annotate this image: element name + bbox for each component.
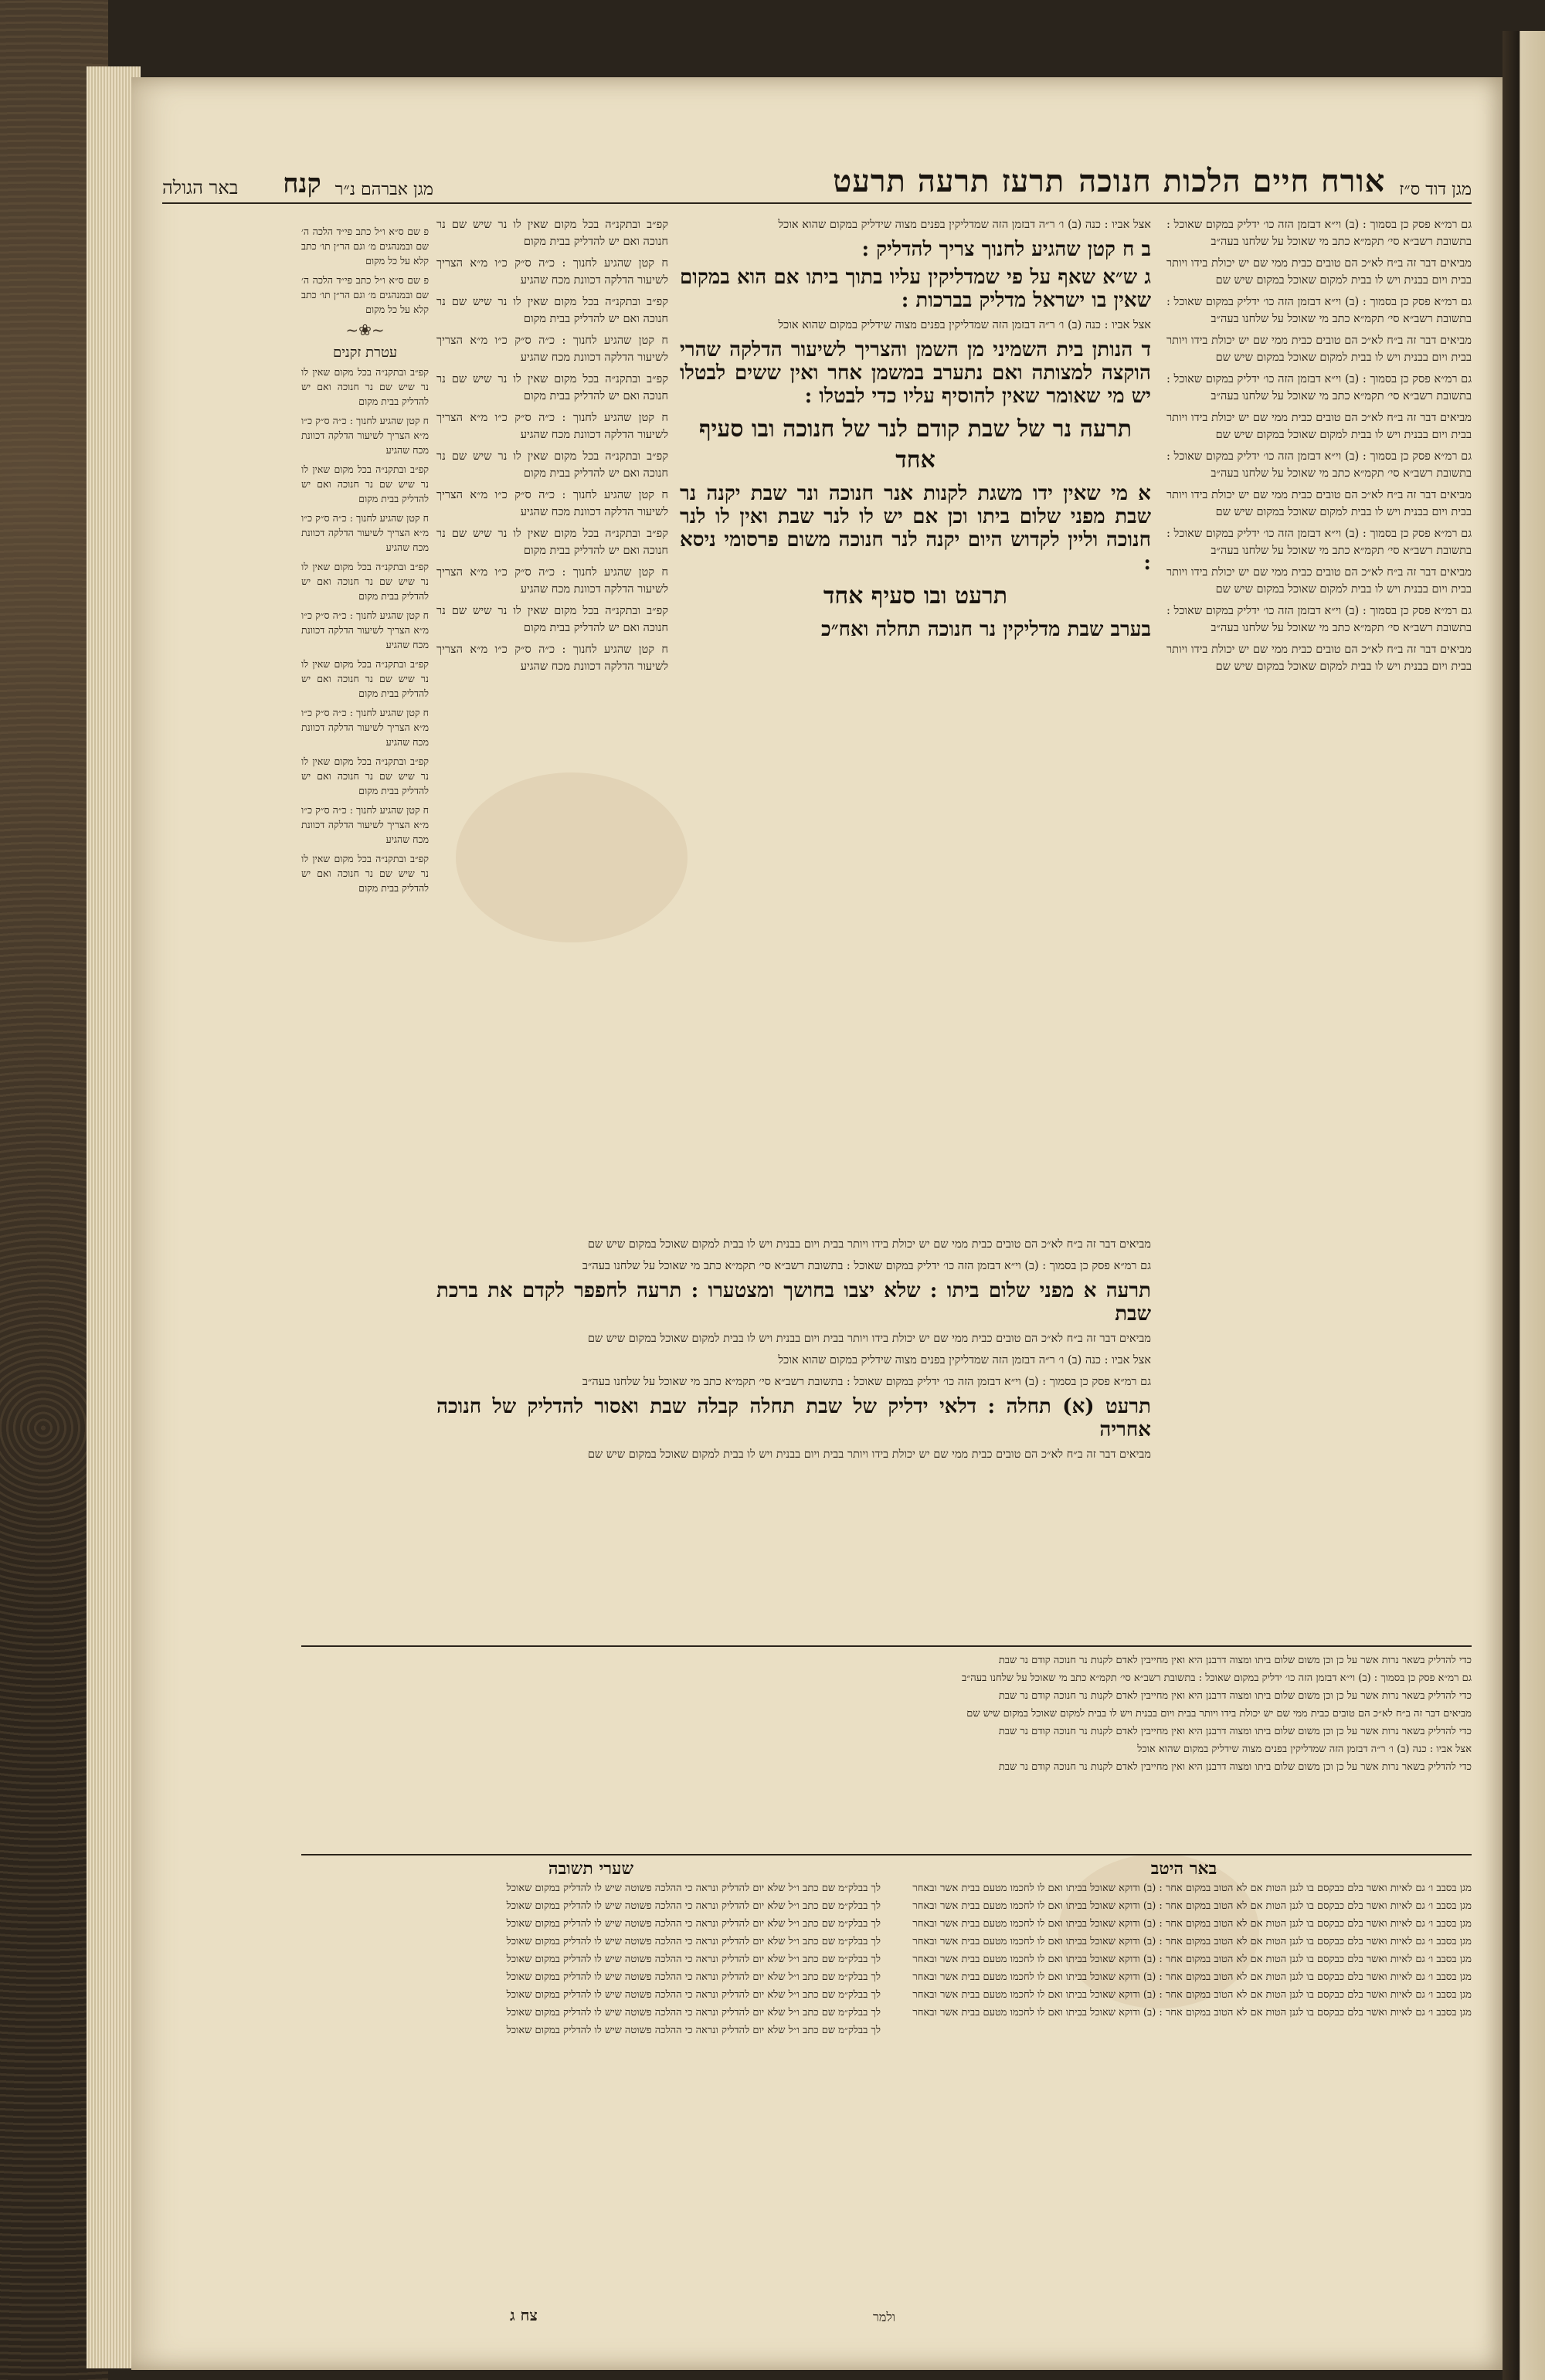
beer-hetev-text: מגן בסבב ו׳ גם לאיות ואשר בלם כבקסם בו לגנן הטות אם לא הטוב במקום אחר : (ב) ודוקא שאוכל בביתו ואם לו לחכמו מטעם בבית אשר ובאחר: [912, 1989, 1472, 2001]
commentary-paragraph: אצל אביו : כנה (ב) ו׳ ר״ה דבזמן הזה שמדליקין בפנים מצוה שידליק במקום שהוא אוכל: [778, 1354, 1151, 1367]
main-continuation: [436, 1236, 1151, 1638]
beer-hagolah-text: פ שם ס״א ו״ל כתב פי״ד הלכה ה׳ שם ובמנהגים מ׳ וגם הר״ן תו׳ כתב קלא על כל מקום: [301, 274, 429, 315]
main-lead-paragraph: א מי שאין ידו משגת לקנות אנר חנוכה ונר שבת יקנה נר שבת מפני שלום ביתו וכן אם יש לו לנר שבת ואין לו לנר חנוכה וליין לקדוש היום יקנה לנר חנוכה משום פרסומי ניסא :: [680, 482, 1151, 575]
running-head-right: [833, 163, 1472, 199]
ateret-zkenim-text: ח קטן שהגיע לחנוך : כ״ה ס״ק כ״ו מ״א הצריך לשיעור הדלקה דכוונת מכח שהגיע: [301, 415, 429, 456]
magen-avraham-column: [436, 216, 668, 1221]
running-head-left: [162, 168, 433, 199]
commentary-paragraph: מביאים דבר זה ב״ח לא״כ הם טובים כבית ממי שם יש יכולת בידו ויותר בבית ויום בבנית ויש לו בבית למקום שאוכל במקום שיש שם: [1166, 412, 1472, 441]
commentary-paragraph: קפ״ב ובתקנ״ה בכל מקום שאין לו נר שיש שם נר חנוכה ואם יש להדליק בבית מקום: [436, 528, 668, 557]
gloss-text: כדי להדליק בשאר נרות אשר על כן וכן משום שלום ביתו ומצוה דרבנן היא ואין מחייבין לאדם לקנות נר חנוכה קודם נר שבת: [998, 1690, 1472, 1702]
commentary-paragraph: ח קטן שהגיע לחנוך : כ״ה ס״ק כ״ו מ״א הצריך לשיעור הדלקה דכוונת מכח שהגיע: [436, 489, 668, 518]
commentary-paragraph: קפ״ב ובתקנ״ה בכל מקום שאין לו נר שיש שם נר חנוכה ואם יש להדליק בבית מקום: [436, 219, 668, 248]
main-paragraph: אצל אביו : כנה (ב) ו׳ ר״ה דבזמן הזה שמדליקין בפנים מצוה שידליק במקום שהוא אוכל: [778, 319, 1151, 331]
running-header: [162, 145, 1472, 199]
shaarei-teshuva-text: לך בבלק״מ שם כתב ו״ל שלא יום להדליק ונראה כי ההלכה פשוטה שיש לו להדליק במקום שאוכל: [506, 2007, 881, 2018]
beer-hagolah-label: באר הגולה: [162, 177, 239, 199]
beer-hetev-text: מגן בסבב ו׳ גם לאיות ואשר בלם כבקסם בו לגנן הטות אם לא הטוב במקום אחר : (ב) ודוקא שאוכל בביתו ואם לו לחכמו מטעם בבית אשר ובאחר: [912, 1918, 1472, 1930]
commentary-paragraph: מביאים דבר זה ב״ח לא״כ הם טובים כבית ממי שם יש יכולת בידו ויותר בבית ויום בבנית ויש לו בבית למקום שאוכל במקום שיש שם: [1166, 643, 1472, 673]
header-rule: [162, 202, 1472, 204]
main-lead-paragraph: ד הנותן בית השמיני מן השמן והצריך לשיעור הדלקה שהרי הוקצה למצותה ואם נתערב במשמן אחר ואין ששים לבטלו יש מי שאומר שאין להוסיף עליו כדי לבטלו :: [680, 338, 1151, 408]
beer-hetev-column: [896, 1862, 1472, 2294]
commentary-paragraph: מביאים דבר זה ב״ח לא״כ הם טובים כבית ממי שם יש יכולת בידו ויותר בבית ויום בבנית ויש לו בבית למקום שאוכל במקום שיש שם: [1166, 566, 1472, 596]
main-lead-paragraph: תרעה א מפני שלום ביתו : שלא יצבו בחושך ומצטערו : תרעה לחפפר לקדם את ברכת שבת: [436, 1279, 1151, 1326]
commentary-paragraph: קפ״ב ובתקנ״ה בכל מקום שאין לו נר שיש שם נר חנוכה ואם יש להדליק בבית מקום: [436, 605, 668, 634]
beer-hetev-text: מגן בסבב ו׳ גם לאיות ואשר בלם כבקסם בו לגנן הטות אם לא הטוב במקום אחר : (ב) ודוקא שאוכל בביתו ואם לו לחכמו מטעם בבית אשר ובאחר: [912, 1954, 1472, 1965]
commentary-paragraph: ח קטן שהגיע לחנוך : כ״ה ס״ק כ״ו מ״א הצריך לשיעור הדלקה דכוונת מכח שהגיע: [436, 643, 668, 673]
commentary-paragraph: מביאים דבר זה ב״ח לא״כ הם טובים כבית ממי שם יש יכולת בידו ויותר בבית ויום בבנית ויש לו בבית למקום שאוכל במקום שיש שם: [1166, 257, 1472, 287]
main-lead-paragraph: ג ש״א שאף על פי שמדליקין עליו בתוך ביתו אם הוא במקום שאין בו ישראל מדליק בברכות :: [680, 266, 1151, 312]
page-title: אורח חיים הלכות חנוכה: [1078, 163, 1386, 199]
ateret-zkenim-text: ח קטן שהגיע לחנוך : כ״ה ס״ק כ״ו מ״א הצריך לשיעור הדלקה דכוונת מכח שהגיע: [301, 804, 429, 845]
commentary-paragraph: מביאים דבר זה ב״ח לא״כ הם טובים כבית ממי שם יש יכולת בידו ויותר בבית ויום בבנית ויש לו בבית למקום שאוכל במקום שיש שם: [1166, 489, 1472, 518]
footer-rule: [301, 1854, 1472, 1855]
shaarei-teshuva-text: לך בבלק״מ שם כתב ו״ל שלא יום להדליק ונראה כי ההלכה פשוטה שיש לו להדליק במקום שאוכל: [506, 1883, 881, 1894]
ateret-zkenim-text: ח קטן שהגיע לחנוך : כ״ה ס״ק כ״ו מ״א הצריך לשיעור הדלקה דכוונת מכח שהגיע: [301, 609, 429, 650]
commentary-paragraph: ח קטן שהגיע לחנוך : כ״ה ס״ק כ״ו מ״א הצריך לשיעור הדלקה דכוונת מכח שהגיע: [436, 566, 668, 596]
main-lead-paragraph: בערב שבת מדליקין נר חנוכה תחלה ואח״כ: [821, 618, 1151, 641]
commentary-paragraph: גם רמ״א פסק כן בסמוך : (ב) וי״א דבזמן הזה כו׳ ידליק במקום שאוכל : בתשובת רשב״א סי׳ תקמ״א כתב מי שאוכל על שלחנו בעה״ב: [1166, 296, 1472, 325]
ateret-zkenim-heading: עטרת זקנים: [332, 345, 398, 361]
shaarei-teshuva-text: לך בבלק״מ שם כתב ו״ל שלא יום להדליק ונראה כי ההלכה פשוטה שיש לו להדליק במקום שאוכל: [506, 1918, 881, 1930]
running-head-magen-david: מגן דוד ס״ז: [1399, 180, 1472, 199]
commentary-paragraph: מביאים דבר זה ב״ח לא״כ הם טובים כבית ממי שם יש יכולת בידו ויותר בבית ויום בבנית ויש לו בבית למקום שאוכל במקום שיש שם: [1166, 334, 1472, 364]
gloss-rule: [301, 1645, 1472, 1647]
section-673-heading: תרעה נר של שבת קודם לנר של חנוכה ובו סעיף אחד: [698, 416, 1132, 474]
gloss-text: כדי להדליק בשאר נרות אשר על כן וכן משום שלום ביתו ומצוה דרבנן היא ואין מחייבין לאדם לקנות נר חנוכה קודם נר שבת: [998, 1655, 1472, 1666]
facing-page-edge: [1503, 31, 1545, 2380]
section-679-heading: תרעט ובו סעיף אחד: [823, 582, 1008, 609]
beer-hetev-text: מגן בסבב ו׳ גם לאיות ואשר בלם כבקסם בו לגנן הטות אם לא הטוב במקום אחר : (ב) ודוקא שאוכל בביתו ואם לו לחכמו מטעם בבית אשר ובאחר: [912, 1883, 1472, 1894]
beer-hagolah-column: [301, 224, 429, 1684]
ateret-zkenim-text: קפ״ב ובתקנ״ה בכל מקום שאין לו נר שיש שם נר חנוכה ואם יש להדליק בבית מקום: [301, 561, 429, 602]
commentary-paragraph: קפ״ב ובתקנ״ה בכל מקום שאין לו נר שיש שם נר חנוכה ואם יש להדליק בבית מקום: [436, 373, 668, 402]
ateret-zkenim-text: ח קטן שהגיע לחנוך : כ״ה ס״ק כ״ו מ״א הצריך לשיעור הדלקה דכוונת מכח שהגיע: [301, 512, 429, 553]
ateret-zkenim-text: קפ״ב ובתקנ״ה בכל מקום שאין לו נר שיש שם נר חנוכה ואם יש להדליק בבית מקום: [301, 755, 429, 796]
gloss-text: אצל אביו : כנה (ב) ו׳ ר״ה דבזמן הזה שמדליקין בפנים מצוה שידליק במקום שהוא אוכל: [1137, 1743, 1472, 1755]
ornament: ~❀~: [345, 321, 385, 339]
commentary-paragraph: מביאים דבר זה ב״ח לא״כ הם טובים כבית ממי שם יש יכולת בידו ויותר בבית ויום בבנית ויש לו בבית למקום שאוכל במקום שיש שם: [587, 1333, 1151, 1345]
main-lead-paragraph: ב ח קטן שהגיע לחנוך צריך להדליק :: [861, 238, 1151, 261]
ateret-zkenim-text: קפ״ב ובתקנ״ה בכל מקום שאין לו נר שיש שם נר חנוכה ואם יש להדליק בבית מקום: [301, 658, 429, 699]
beer-hetev-text: מגן בסבב ו׳ גם לאיות ואשר בלם כבקסם בו לגנן הטות אם לא הטוב במקום אחר : (ב) ודוקא שאוכל בביתו ואם לו לחכמו מטעם בבית אשר ובאחר: [912, 1971, 1472, 1983]
commentary-paragraph: קפ״ב ובתקנ״ה בכל מקום שאין לו נר שיש שם נר חנוכה ואם יש להדליק בבית מקום: [436, 296, 668, 325]
main-lead-paragraph: תרעט (א) תחלה : דלאי ידליק של שבת תחלה קבלה שבת ואסור להדליק של חנוכה אחריה: [436, 1395, 1151, 1441]
gloss-text: כדי להדליק בשאר נרות אשר על כן וכן משום שלום ביתו ומצוה דרבנן היא ואין מחייבין לאדם לקנות נר חנוכה קודם נר שבת: [998, 1726, 1472, 1737]
beer-hetev-text: מגן בסבב ו׳ גם לאיות ואשר בלם כבקסם בו לגנן הטות אם לא הטוב במקום אחר : (ב) ודוקא שאוכל בביתו ואם לו לחכמו מטעם בבית אשר ובאחר: [912, 1936, 1472, 1947]
commentary-paragraph: גם רמ״א פסק כן בסמוך : (ב) וי״א דבזמן הזה כו׳ ידליק במקום שאוכל : בתשובת רשב״א סי׳ תקמ״א כתב מי שאוכל על שלחנו בעה״ב: [1166, 605, 1472, 634]
commentary-paragraph: ח קטן שהגיע לחנוך : כ״ה ס״ק כ״ו מ״א הצריך לשיעור הדלקה דכוונת מכח שהגיע: [436, 334, 668, 364]
main-text-column: [680, 216, 1151, 1066]
beer-hetev-heading: באר היטב: [1150, 1862, 1217, 1879]
shaarei-teshuva-text: לך בבלק״מ שם כתב ו״ל שלא יום להדליק ונראה כי ההלכה פשוטה שיש לו להדליק במקום שאוכל: [506, 1936, 881, 1947]
running-head-magen-avraham: מגן אברהם נ״ר: [334, 180, 433, 199]
catchword: ולמר: [873, 2310, 895, 2324]
commentary-paragraph: גם רמ״א פסק כן בסמוך : (ב) וי״א דבזמן הזה כו׳ ידליק במקום שאוכל : בתשובת רשב״א סי׳ תקמ״א כתב מי שאוכל על שלחנו בעה״ב: [1166, 450, 1472, 480]
commentary-paragraph: ח קטן שהגיע לחנוך : כ״ה ס״ק כ״ו מ״א הצריך לשיעור הדלקה דכוונת מכח שהגיע: [436, 257, 668, 287]
beer-hagolah-text: פ שם ס״א ו״ל כתב פי״ד הלכה ה׳ שם ובמנהגים מ׳ וגם הר״ן תו׳ כתב קלא על כל מקום: [301, 226, 429, 267]
gloss-text: כדי להדליק בשאר נרות אשר על כן וכן משום שלום ביתו ומצוה דרבנן היא ואין מחייבין לאדם לקנות נר חנוכה קודם נר שבת: [998, 1761, 1472, 1773]
shaarei-teshuva-column: [301, 1862, 881, 2294]
shaarei-teshuva-text: לך בבלק״מ שם כתב ו״ל שלא יום להדליק ונראה כי ההלכה פשוטה שיש לו להדליק במקום שאוכל: [506, 1900, 881, 1912]
commentary-paragraph: מביאים דבר זה ב״ח לא״כ הם טובים כבית ממי שם יש יכולת בידו ויותר בבית ויום בבנית ויש לו בבית למקום שאוכל במקום שיש שם: [587, 1448, 1151, 1461]
beer-hetev-text: מגן בסבב ו׳ גם לאיות ואשר בלם כבקסם בו לגנן הטות אם לא הטוב במקום אחר : (ב) ודוקא שאוכל בביתו ואם לו לחכמו מטעם בבית אשר ובאחר: [912, 1900, 1472, 1912]
commentary-paragraph: גם רמ״א פסק כן בסמוך : (ב) וי״א דבזמן הזה כו׳ ידליק במקום שאוכל : בתשובת רשב״א סי׳ תקמ״א כתב מי שאוכל על שלחנו בעה״ב: [1166, 219, 1472, 248]
main-paragraph: אצל אביו : כנה (ב) ו׳ ר״ה דבזמן הזה שמדליקין בפנים מצוה שידליק במקום שהוא אוכל: [778, 219, 1151, 231]
folio-number: קנח: [283, 168, 321, 199]
gloss-text: גם רמ״א פסק כן בסמוך : (ב) וי״א דבזמן הזה כו׳ ידליק במקום שאוכל : בתשובת רשב״א סי׳ תקמ״א כתב מי שאוכל על שלחנו בעה״ב: [962, 1672, 1472, 1684]
shaarei-teshuva-text: לך בבלק״מ שם כתב ו״ל שלא יום להדליק ונראה כי ההלכה פשוטה שיש לו להדליק במקום שאוכל: [506, 2025, 881, 2036]
shaarei-teshuva-text: לך בבלק״מ שם כתב ו״ל שלא יום להדליק ונראה כי ההלכה פשוטה שיש לו להדליק במקום שאוכל: [506, 1971, 881, 1983]
commentary-paragraph: גם רמ״א פסק כן בסמוך : (ב) וי״א דבזמן הזה כו׳ ידליק במקום שאוכל : בתשובת רשב״א סי׳ תקמ״א כתב מי שאוכל על שלחנו בעה״ב: [582, 1260, 1151, 1272]
signature-mark: צח ג: [510, 2306, 538, 2324]
ateret-zkenim-text: קפ״ב ובתקנ״ה בכל מקום שאין לו נר שיש שם נר חנוכה ואם יש להדליק בבית מקום: [301, 463, 429, 504]
shaarei-teshuva-text: לך בבלק״מ שם כתב ו״ל שלא יום להדליק ונראה כי ההלכה פשוטה שיש לו להדליק במקום שאוכל: [506, 1989, 881, 2001]
shaarei-teshuva-heading: שערי תשובה: [548, 1862, 634, 1879]
beer-hetev-text: מגן בסבב ו׳ גם לאיות ואשר בלם כבקסם בו לגנן הטות אם לא הטוב במקום אחר : (ב) ודוקא שאוכל בביתו ואם לו לחכמו מטעם בבית אשר ובאחר: [912, 2007, 1472, 2018]
commentary-paragraph: קפ״ב ובתקנ״ה בכל מקום שאין לו נר שיש שם נר חנוכה ואם יש להדליק בבית מקום: [436, 450, 668, 480]
commentary-paragraph: גם רמ״א פסק כן בסמוך : (ב) וי״א דבזמן הזה כו׳ ידליק במקום שאוכל : בתשובת רשב״א סי׳ תקמ״א כתב מי שאוכל על שלחנו בעה״ב: [582, 1376, 1151, 1388]
commentary-paragraph: גם רמ״א פסק כן בסמוך : (ב) וי״א דבזמן הזה כו׳ ידליק במקום שאוכל : בתשובת רשב״א סי׳ תקמ״א כתב מי שאוכל על שלחנו בעה״ב: [1166, 528, 1472, 557]
commentary-paragraph: גם רמ״א פסק כן בסמוך : (ב) וי״א דבזמן הזה כו׳ ידליק במקום שאוכל : בתשובת רשב״א סי׳ תקמ״א כתב מי שאוכל על שלחנו בעה״ב: [1166, 373, 1472, 402]
magen-david-column: [1166, 216, 1472, 1437]
page-section-numbers: תרעז תרעה תרעט: [833, 163, 1065, 199]
ateret-zkenim-text: ח קטן שהגיע לחנוך : כ״ה ס״ק כ״ו מ״א הצריך לשיעור הדלקה דכוונת מכח שהגיע: [301, 707, 429, 748]
ateret-zkenim-text: קפ״ב ובתקנ״ה בכל מקום שאין לו נר שיש שם נר חנוכה ואם יש להדליק בבית מקום: [301, 366, 429, 407]
shaarei-teshuva-text: לך בבלק״מ שם כתב ו״ל שלא יום להדליק ונראה כי ההלכה פשוטה שיש לו להדליק במקום שאוכל: [506, 1954, 881, 1965]
gloss-block: [301, 1653, 1472, 1850]
commentary-paragraph: מביאים דבר זה ב״ח לא״כ הם טובים כבית ממי שם יש יכולת בידו ויותר בבית ויום בבנית ויש לו בבית למקום שאוכל במקום שיש שם: [587, 1238, 1151, 1251]
gloss-text: מביאים דבר זה ב״ח לא״כ הם טובים כבית ממי שם יש יכולת בידו ויותר בבית ויום בבנית ויש לו בבית למקום שאוכל במקום שיש שם: [966, 1708, 1472, 1720]
commentary-paragraph: ח קטן שהגיע לחנוך : כ״ה ס״ק כ״ו מ״א הצריך לשיעור הדלקה דכוונת מכח שהגיע: [436, 412, 668, 441]
ateret-zkenim-text: קפ״ב ובתקנ״ה בכל מקום שאין לו נר שיש שם נר חנוכה ואם יש להדליק בבית מקום: [301, 853, 429, 894]
